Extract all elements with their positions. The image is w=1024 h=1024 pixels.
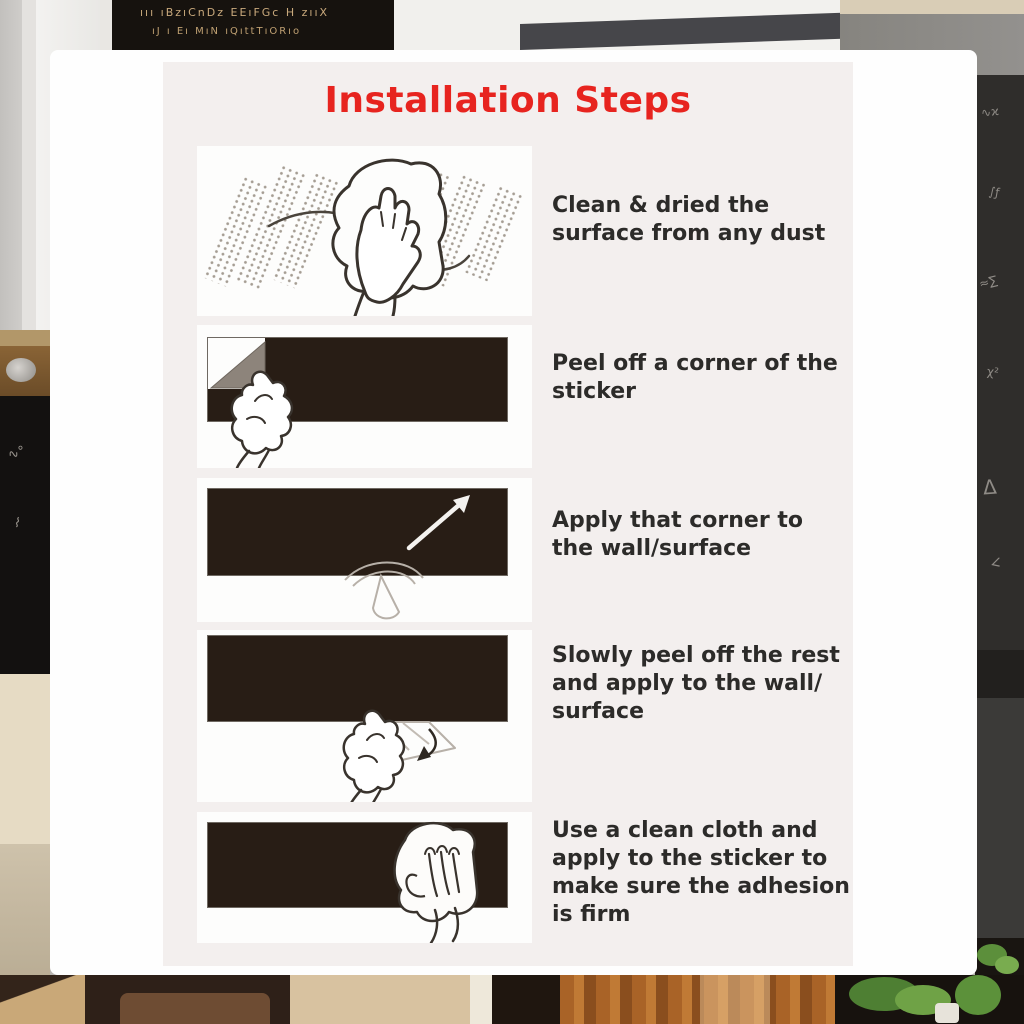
step-text-line: Use a clean cloth and	[552, 818, 818, 843]
bg-small-chalkboard: ∿° ⌇	[0, 396, 50, 674]
step-text-line: and apply to the wall/	[552, 671, 823, 696]
chalk-scribble: Δ	[982, 474, 998, 500]
peeling-hand-icon	[197, 325, 532, 468]
bg-floor-tile	[0, 975, 85, 1024]
chalk-scribble: χ²	[986, 364, 1000, 380]
step3-text	[552, 507, 857, 563]
step-text-line: Apply that corner to	[552, 508, 803, 533]
bg-counter-edge	[0, 330, 50, 346]
bg-rug-highlight	[700, 975, 770, 1024]
chalk-scribble: ≈∑	[977, 273, 999, 291]
step-text-line: Clean & dried the	[552, 193, 770, 218]
step2-text	[552, 350, 857, 406]
bg-cream-cabinet	[0, 674, 50, 844]
bg-beige-wall	[290, 975, 470, 1024]
step1-text	[552, 192, 857, 248]
bg-dark-corner	[835, 975, 1024, 1024]
chalk-scribble: ∿ϰ	[980, 103, 1000, 121]
chalk-scribble: ∠	[989, 554, 1004, 570]
step-text-line: sticker	[552, 379, 637, 404]
chalk-scribble: ∫ƒ	[987, 184, 1001, 200]
bg-chalkboard-tray	[975, 650, 1024, 698]
page-title: Installation Steps	[324, 80, 692, 121]
step-text-line: is firm	[552, 902, 631, 927]
bg-metal-object	[6, 358, 36, 382]
step-text-line: surface from any dust	[552, 221, 826, 246]
step2-illustration-box	[197, 325, 532, 468]
bg-alphabet-chalkboard	[100, 0, 394, 50]
chalkboard-letters: ıJ ı Eı MıN ıQıttTıORıo	[152, 26, 302, 37]
step-text-line: the wall/surface	[552, 536, 752, 561]
bg-chair	[85, 975, 290, 1024]
step-text-line: Slowly peel off the rest	[552, 643, 840, 668]
step4-illustration-box	[197, 630, 532, 802]
step3-illustration-box	[197, 478, 532, 622]
step5-text	[552, 817, 857, 929]
bg-beige-cabinet	[840, 0, 1024, 15]
apply-arrow-icon	[197, 478, 532, 622]
bg-math-chalkboard	[975, 75, 1024, 650]
step5-illustration-box	[197, 812, 532, 943]
step-text-line: surface	[552, 699, 644, 724]
press-cloth-hand-icon	[197, 812, 532, 943]
step-text-line: make sure the adhesion	[552, 874, 850, 899]
bg-wall-column	[0, 0, 22, 340]
bg-dark-wall	[975, 698, 1024, 938]
step1-illustration-box	[197, 146, 532, 316]
bg-door-frame	[470, 975, 492, 1024]
step4-text	[552, 642, 857, 726]
cleaning-hand-icon	[197, 146, 532, 316]
chalkboard-letters: ııı ıBzıCnDz EEıFGc H zııX	[140, 6, 330, 19]
slow-peel-hand-icon	[197, 630, 532, 802]
step-text-line: apply to the sticker to	[552, 846, 828, 871]
bg-rug	[560, 975, 835, 1024]
bg-dark-doorway	[492, 975, 560, 1024]
step-text-line: Peel off a corner of the	[552, 351, 838, 376]
bg-wall-column	[22, 0, 37, 340]
